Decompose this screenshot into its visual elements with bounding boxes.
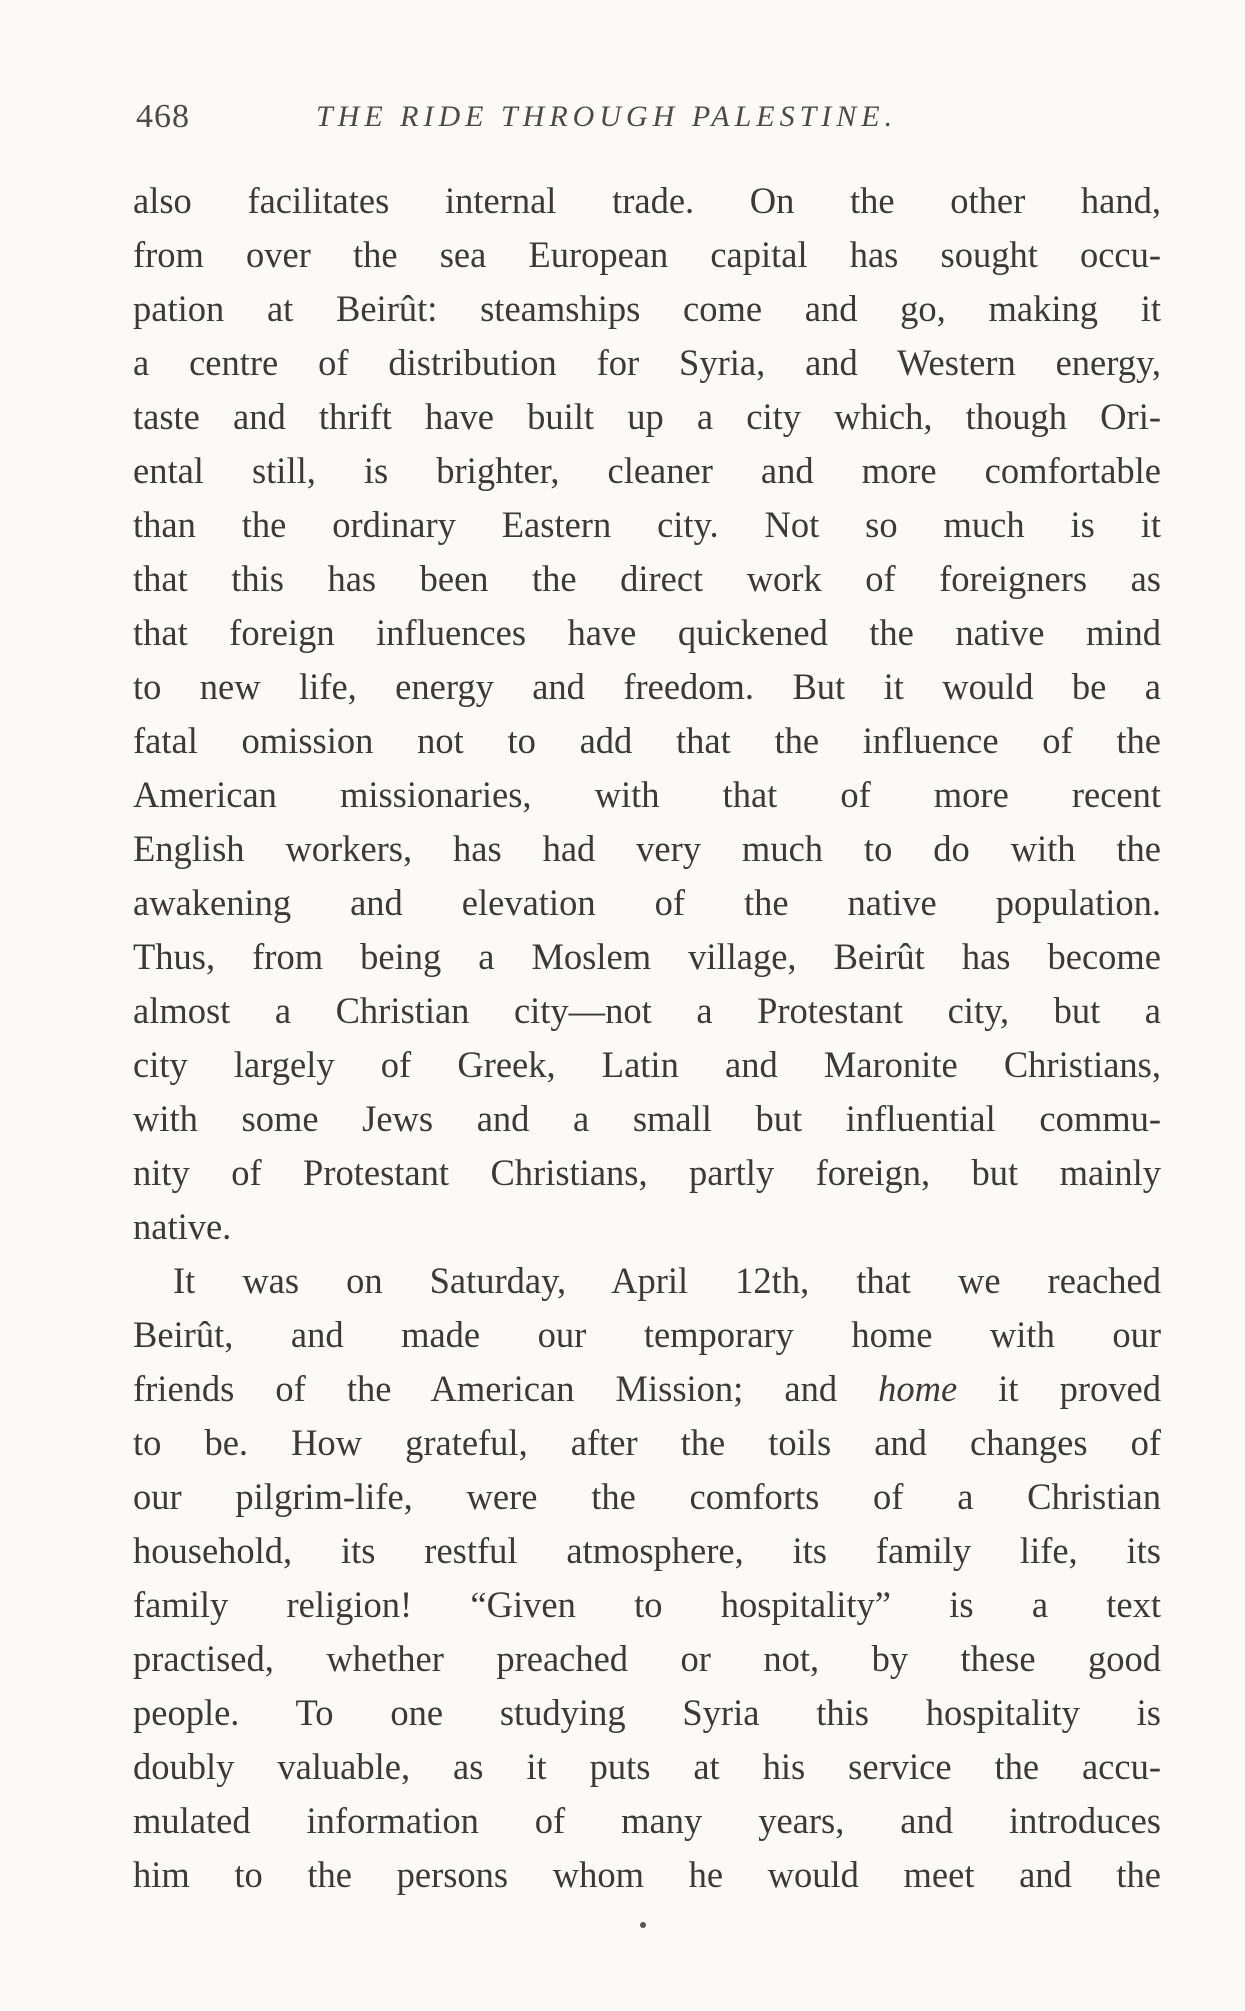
running-head xyxy=(136,92,1166,142)
text-line: city largely of Greek, Latin and Maronite Christians, xyxy=(133,1044,1161,1085)
text-fragment: it proved xyxy=(957,1368,1161,1409)
text-line: that foreign influences have quickened the native mind xyxy=(133,612,1161,653)
text-line: American missionaries, with that of more recent xyxy=(133,774,1161,815)
body-text xyxy=(133,174,1161,1902)
text-line: Thus, from being a Moslem village, Beirût has become xyxy=(133,936,1161,977)
text-line: awakening and elevation of the native population. xyxy=(133,882,1161,923)
text-line: ental still, is brighter, cleaner and more comfortable xyxy=(133,450,1161,491)
text-line: taste and thrift have built up a city which, though Ori- xyxy=(133,396,1161,437)
text-line: a centre of distribution for Syria, and Western energy, xyxy=(133,342,1161,383)
text-line: nity of Protestant Christians, partly foreign, but mainly xyxy=(133,1152,1161,1193)
text-line: than the ordinary Eastern city. Not so much is it xyxy=(133,504,1161,545)
text-line: practised, whether preached or not, by these good xyxy=(133,1638,1161,1679)
paragraph-2 xyxy=(133,1254,1161,1902)
page-number: 468 xyxy=(136,98,190,135)
text-line: almost a Christian city—not a Protestant city, but a xyxy=(133,990,1161,1031)
text-line: also facilitates internal trade. On the other hand, xyxy=(133,180,1161,221)
text-line: fatal omission not to add that the influence of the xyxy=(133,720,1161,761)
text-line: to new life, energy and freedom. But it would be a xyxy=(133,666,1161,707)
text-line: from over the sea European capital has sought occu- xyxy=(133,234,1161,275)
text-line: mulated information of many years, and introduces xyxy=(133,1800,1161,1841)
text-line: doubly valuable, as it puts at his service the accu- xyxy=(133,1746,1161,1787)
text-line: people. To one studying Syria this hospitality is xyxy=(133,1692,1161,1733)
text-line: our pilgrim-life, were the comforts of a Christian xyxy=(133,1476,1161,1517)
text-line: family religion! “Given to hospitality” is a text xyxy=(133,1584,1161,1625)
text-line: that this has been the direct work of foreigners as xyxy=(133,558,1161,599)
text-line: Beirût, and made our temporary home with our xyxy=(133,1314,1161,1355)
text-fragment: friends of the American Mission; and xyxy=(133,1368,879,1409)
text-line: him to the persons whom he would meet and the xyxy=(133,1854,1161,1895)
text-line: native. xyxy=(133,1206,232,1247)
paragraph-1 xyxy=(133,174,1161,1254)
text-line: household, its restful atmosphere, its family life, its xyxy=(133,1530,1161,1571)
text-line: with some Jews and a small but influential commu- xyxy=(133,1098,1161,1139)
text-line: English workers, has had very much to do with the xyxy=(133,828,1161,869)
signature-mark xyxy=(640,1922,646,1928)
text-line-with-emphasis xyxy=(133,1362,1161,1416)
text-line: to be. How grateful, after the toils and changes of xyxy=(133,1422,1161,1463)
running-title: THE RIDE THROUGH PALESTINE. xyxy=(316,100,898,133)
text-line: It was on Saturday, April 12th, that we reached xyxy=(173,1260,1161,1301)
emphasis-home: home xyxy=(878,1368,958,1409)
text-line: pation at Beirût: steamships come and go, making it xyxy=(133,288,1161,329)
